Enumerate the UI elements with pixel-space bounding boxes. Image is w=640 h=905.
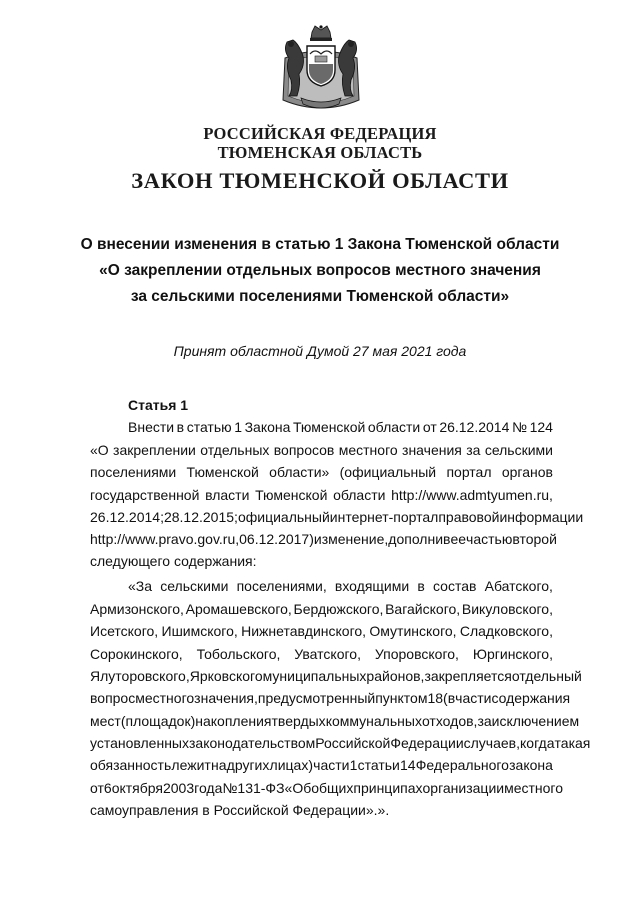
body-word: лицах) (269, 757, 314, 773)
body-word: 131-ФЗ (237, 780, 285, 796)
body-word: за (477, 713, 492, 729)
body-word: исключением (491, 713, 580, 729)
body-word: (площадок) (120, 713, 196, 729)
body-word: Федерации (390, 735, 464, 751)
body-word: 1 (349, 757, 358, 773)
body-word: сельскими (160, 578, 229, 594)
body-word: 18 (427, 690, 444, 706)
body-word: 06.12.2017) (239, 531, 314, 547)
body-word: в (417, 578, 425, 594)
body-word: закрепляется (424, 668, 512, 684)
body-word: Армизонского, (90, 601, 184, 617)
body-word: Ялуторовского, (90, 668, 190, 684)
body-word: вопросов (273, 442, 335, 458)
body-word: «За (128, 578, 153, 594)
body-word: Ярковского (189, 668, 263, 684)
law-title-line-3: за сельскими поселениями Тюменской области» (130, 288, 510, 305)
body-word: 124 (529, 419, 553, 435)
body-word: части (455, 690, 492, 706)
body-word: Российской (315, 735, 391, 751)
body-word: поселениями (90, 464, 177, 480)
header-document-type: ЗАКОН ТЮМЕНСКОЙ ОБЛАСТИ (131, 168, 509, 193)
body-word: отдельный (511, 668, 582, 684)
body-word: от (422, 419, 437, 435)
body-word: 6 (103, 780, 112, 796)
body-word: закона (509, 757, 553, 773)
body-word: местного (504, 780, 564, 796)
body-word: накопления (195, 713, 272, 729)
body-text-line (90, 734, 591, 752)
body-word: года (194, 780, 223, 796)
body-word: местного (135, 690, 195, 706)
body-word: октября (111, 780, 163, 796)
body-word: частью (466, 531, 513, 547)
body-word: местного (338, 442, 398, 458)
body-word: органов (501, 464, 553, 480)
body-word: предусмотренный (257, 690, 376, 706)
body-text-line (90, 441, 553, 459)
body-word: на (210, 757, 227, 773)
body-text-line (128, 577, 553, 595)
body-text-line (90, 600, 553, 618)
body-word: обязанность (90, 757, 172, 773)
body-word: самоуправления в Российской Федерации».». (90, 802, 390, 818)
body-word: 14 (400, 757, 416, 773)
body-word: принципах (353, 780, 423, 796)
body-word: области (367, 419, 421, 435)
body-word: Викуловского, (461, 601, 553, 617)
header-region: ТЮМЕНСКАЯ ОБЛАСТЬ (217, 143, 423, 162)
body-text-line (90, 508, 584, 526)
body-word: второй (512, 531, 557, 547)
body-word: части (313, 757, 350, 773)
body-word: Исетского, (90, 623, 159, 639)
body-word: ее (450, 531, 467, 547)
body-text-line (90, 552, 553, 570)
body-word: http://www.admtyumen.ru, (391, 487, 553, 503)
body-word: портал (446, 464, 492, 480)
body-word: дополнив (388, 531, 451, 547)
body-text-line (90, 779, 564, 797)
body-word: «О (90, 442, 109, 458)
body-word: значения (402, 442, 462, 458)
body-word: других (226, 757, 270, 773)
body-word: установленных (90, 735, 189, 751)
body-word: (официальный (339, 464, 437, 480)
body-word: общих (311, 780, 354, 796)
body-text-line (90, 530, 557, 548)
body-word: Тюменской (255, 487, 328, 503)
body-text-line (90, 689, 571, 707)
body-word: твердых (271, 713, 326, 729)
body-word: содержания (491, 690, 571, 706)
body-word: лежит (171, 757, 211, 773)
body-word: http://www.pravo.gov.ru, (90, 531, 240, 547)
body-word: организации (422, 780, 505, 796)
body-word: следующего содержания: (90, 553, 257, 569)
body-word: Внести (128, 419, 175, 435)
body-word: мест (90, 713, 121, 729)
body-word: в (176, 419, 185, 435)
body-word: области» (269, 464, 330, 480)
body-word: отдельных (200, 442, 270, 458)
body-word: вопрос (90, 690, 136, 706)
body-word: поселениями, (236, 578, 327, 594)
body-word: значения, (194, 690, 258, 706)
body-word: Аромашевского, (185, 601, 292, 617)
body-word: Ишимского, (161, 623, 238, 639)
body-word: власти (205, 487, 250, 503)
body-word: Абатского, (484, 578, 553, 594)
body-word: № (511, 419, 527, 435)
body-word: районов, (366, 668, 425, 684)
body-word: Тюменской (293, 419, 366, 435)
body-word: коммунальных (325, 713, 422, 729)
body-word: когда (520, 735, 555, 751)
body-text-line (90, 645, 553, 663)
body-word: Сладковского, (459, 623, 553, 639)
body-word: Тюменской (186, 464, 259, 480)
law-title-line-1: О внесении изменения в статью 1 Закона Тюменской области (80, 236, 560, 253)
body-word: Бердюжского, (293, 601, 384, 617)
body-text-line (128, 418, 553, 436)
body-text-line (90, 622, 553, 640)
body-word: государственной (90, 487, 200, 503)
body-word: Закона (244, 419, 291, 435)
article-heading: Статья 1 (128, 397, 189, 413)
body-word: 26.12.2014 (439, 419, 510, 435)
body-word: закреплении (113, 442, 196, 458)
law-title-line-2: «О закреплении отдельных вопросов местного значения (99, 262, 541, 279)
body-word: Сорокинского, (90, 646, 183, 662)
body-word: Нижнетавдинского, (241, 623, 367, 639)
body-word: Юргинского, (472, 646, 553, 662)
body-word: отходов, (421, 713, 478, 729)
body-word: такая (554, 735, 591, 751)
body-word: Упоровского, (374, 646, 459, 662)
body-word: за (466, 442, 481, 458)
body-text-line (90, 801, 553, 819)
body-word: Омутинского, (369, 623, 457, 639)
body-word: 26.12.2014; (90, 509, 164, 525)
body-word: статью (186, 419, 232, 435)
body-word: изменение, (313, 531, 389, 547)
body-word: № (222, 780, 238, 796)
body-word: области (333, 487, 386, 503)
body-word: случаев, (463, 735, 521, 751)
body-word: (в (443, 690, 456, 706)
body-word: Уватского, (294, 646, 361, 662)
body-text-line (90, 486, 553, 504)
body-word: законодательством (189, 735, 316, 751)
body-word: 1 (234, 419, 243, 435)
body-text-line (90, 756, 553, 774)
body-word: «Об (284, 780, 312, 796)
body-word: Тобольского, (196, 646, 281, 662)
body-word: интернет-портал (329, 509, 439, 525)
body-word: статьи (357, 757, 400, 773)
body-text-line (90, 667, 582, 685)
body-word: 2003 (162, 780, 195, 796)
body-word: сельскими (484, 442, 553, 458)
body-text-line (90, 712, 580, 730)
body-word: Вагайского, (385, 601, 461, 617)
body-word: состав (433, 578, 477, 594)
body-word: входящими (334, 578, 410, 594)
body-word: 28.12.2015; (163, 509, 238, 525)
body-word: от (90, 780, 104, 796)
body-word: правовой (438, 509, 500, 525)
body-word: информации (499, 509, 584, 525)
body-word: Федерального (415, 757, 509, 773)
body-word: муниципальных (262, 668, 367, 684)
body-word: пунктом (375, 690, 428, 706)
coat-of-arms-emblem (279, 24, 363, 116)
header-federation: РОССИЙСКАЯ ФЕДЕРАЦИЯ (203, 124, 437, 143)
body-word: официальный (237, 509, 330, 525)
adoption-date: Принят областной Думой 27 мая 2021 года (173, 343, 467, 359)
body-text-line (90, 463, 553, 481)
